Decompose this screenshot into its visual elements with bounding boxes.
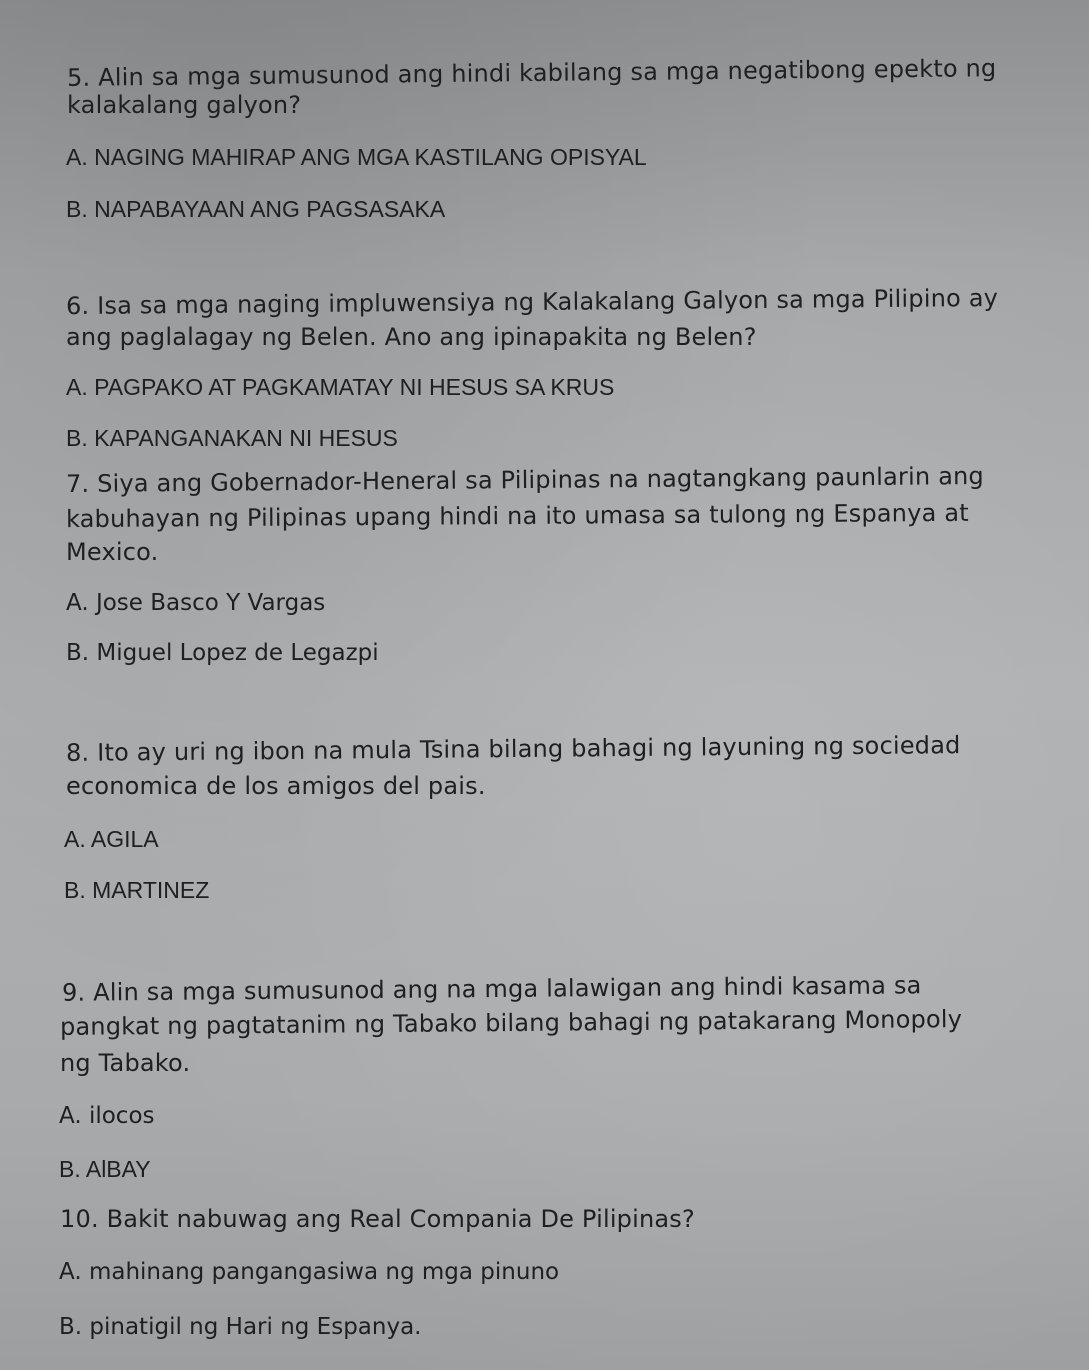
question-6-option-b: B. KAPANGANAKAN NI HESUS xyxy=(66,425,398,451)
question-6-option-a: A. PAGPAKO AT PAGKAMATAY NI HESUS SA KRUS xyxy=(66,374,615,400)
question-8-option-b: B. MARTINEZ xyxy=(64,877,210,903)
question-9-option-b: B. AlBAY xyxy=(59,1156,151,1182)
question-9-line-3: ng Tabako. xyxy=(60,1049,191,1077)
question-5-line-1: 5. Alin sa mga sumusunod ang hindi kabilang sa mga negatibong epekto ng xyxy=(66,54,997,92)
question-10-option-b: B. pinatigil ng Hari ng Espanya. xyxy=(59,1314,422,1340)
question-7-line-2: kabuhayan ng Pilipinas upang hindi na ito umasa sa tulong ng Espanya at xyxy=(65,498,969,534)
question-10-option-a: A. mahinang pangangasiwa ng mga pinuno xyxy=(59,1259,560,1285)
question-8-line-2: economica de los amigos del pais. xyxy=(66,772,486,800)
question-5-option-b: B. NAPABAYAAN ANG PAGSASAKA xyxy=(66,196,446,222)
question-6-line-1: 6. Isa sa mga naging impluwensiya ng Kalakalang Galyon sa mga Pilipino ay xyxy=(65,283,999,321)
question-8-line-1: 8. Ito ay uri ng ibon na mula Tsina bilang bahagi ng layuning ng sociedad xyxy=(65,731,961,767)
question-7-line-3: Mexico. xyxy=(66,538,159,566)
question-9-line-2: pangkat ng pagtatanim ng Tabako bilang bahagi ng patakarang Monopoly xyxy=(59,1005,963,1041)
question-7-option-b: B. Miguel Lopez de Legazpi xyxy=(66,640,379,666)
question-6-line-2: ang paglalagay ng Belen. Ano ang ipinapakita ng Belen? xyxy=(66,323,757,351)
question-8-option-a: A. AGILA xyxy=(64,826,159,852)
question-9-line-1: 9. Alin sa mga sumusunod ang na mga lalawigan ang hindi kasama sa xyxy=(61,971,922,1007)
question-5-line-2: kalakalang galyon? xyxy=(67,91,302,119)
question-9-option-a: A. ilocos xyxy=(59,1103,155,1129)
question-7-option-a: A. Jose Basco Y Vargas xyxy=(66,590,326,616)
question-5-option-a: A. NAGING MAHIRAP ANG MGA KASTILANG OPISYAL xyxy=(66,144,647,170)
question-7-line-1: 7. Siya ang Gobernador-Heneral sa Pilipinas na nagtangkang paunlarin ang xyxy=(65,461,985,499)
question-10-line-1: 10. Bakit nabuwag ang Real Compania De Pilipinas? xyxy=(60,1205,695,1233)
